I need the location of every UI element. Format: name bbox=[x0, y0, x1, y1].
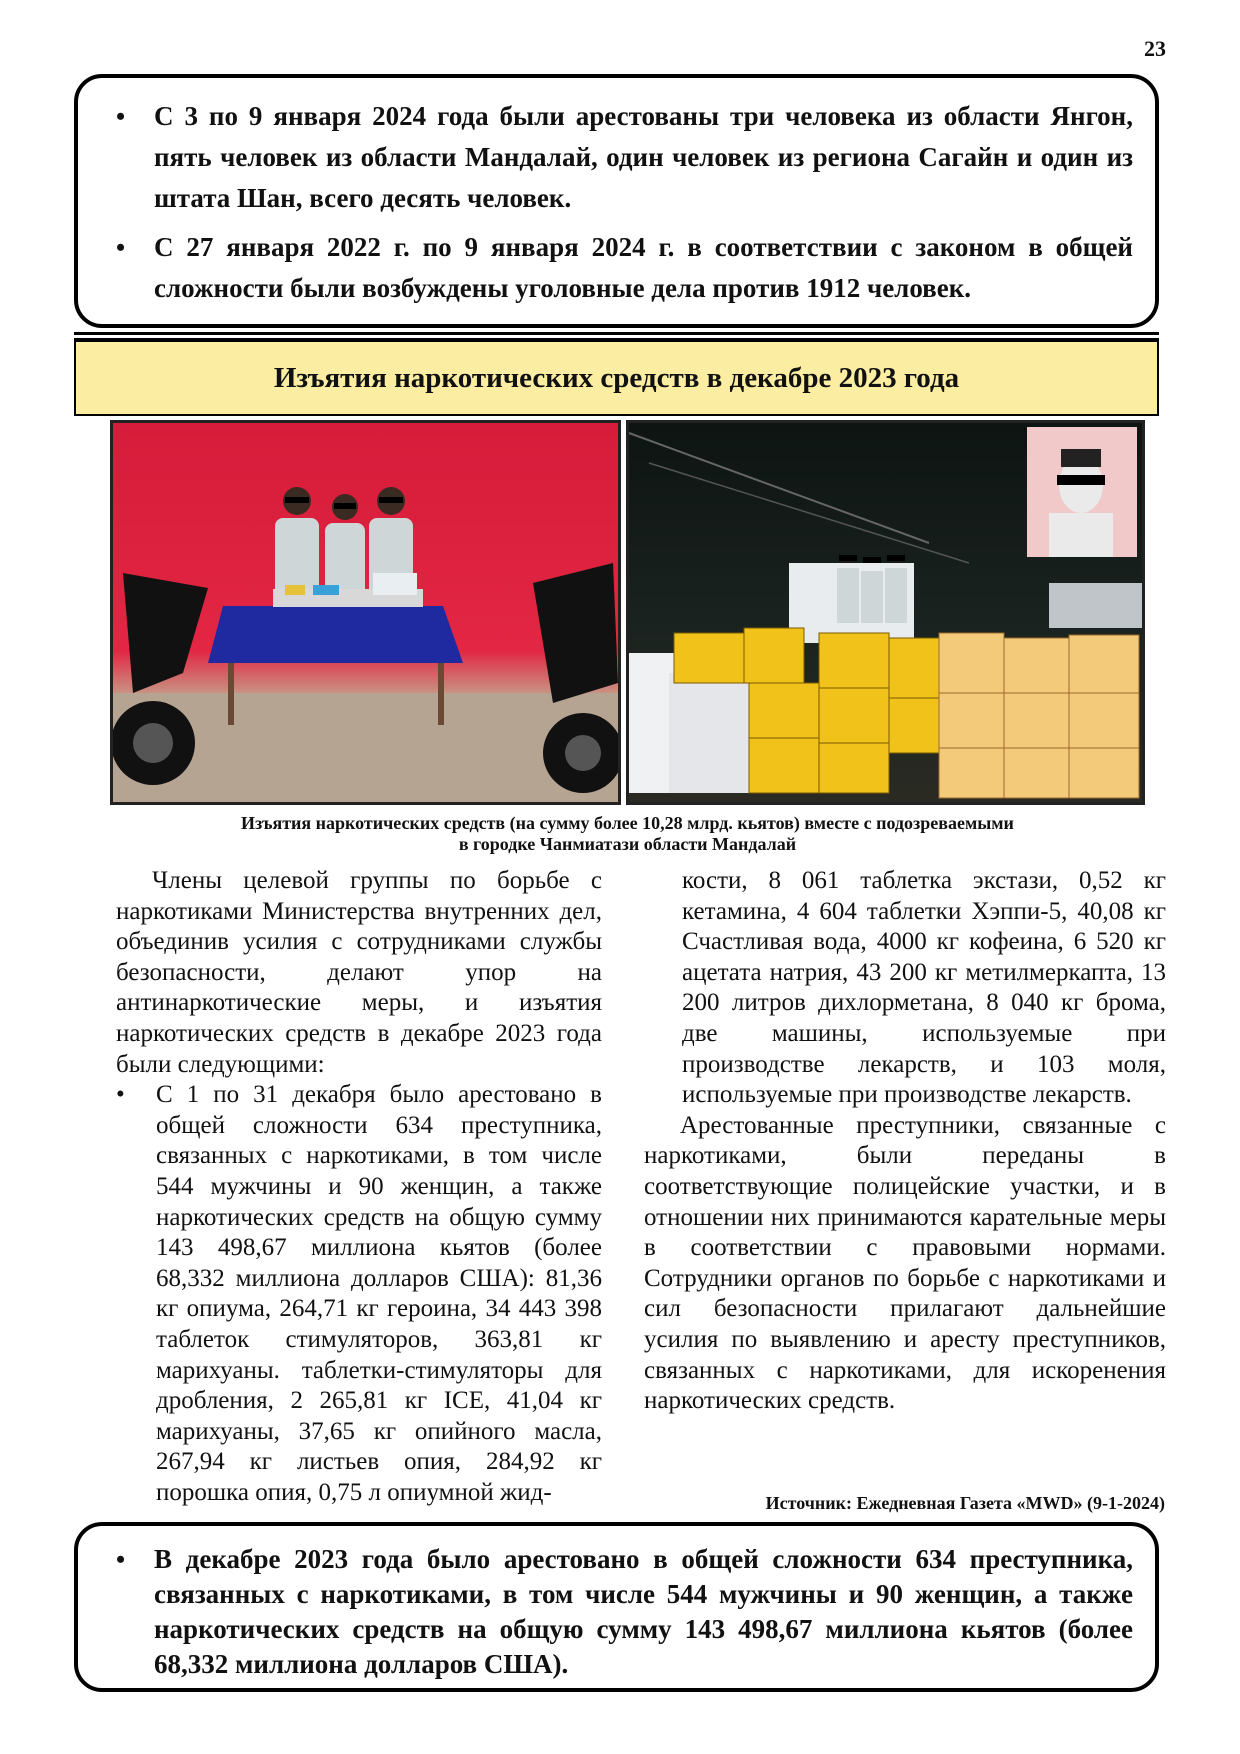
article-list-item: • С 1 по 31 декабря было арестовано в общей сложности 634 преступника, связанных с наркотиками, в том числе 544 мужчины и 90 женщин, а также наркотических средств на общую сумму 143 498,67 миллиона кьятов (более 68,332 миллиона долларов США): 81,36 кг опиума, 264,71 кг героина, 34 443 398 таблеток стимуляторов, 363,81 кг марихуаны. таблетки-стимуляторы для дробления, 2 265,81 кг ICE, 41,04 кг марихуаны, 37,65 кг опийного масла, 267,94 кг листьев опия, 284,92 кг порошка опия, 0,75 л опиумной жид- bbox=[116, 1080, 602, 1508]
article-list bbox=[116, 1080, 602, 1508]
article-column-left bbox=[116, 866, 602, 1508]
photo-seized-goods-night bbox=[626, 420, 1145, 805]
photo-illustration bbox=[113, 423, 618, 802]
photo-caption-line: Изъятия наркотических средств (на сумму более 10,28 млрд. кьятов) вместе с подозреваемыми bbox=[241, 813, 1014, 833]
photo-caption-line: в городке Чанмиатази области Мандалай bbox=[458, 834, 797, 854]
photo-caption bbox=[110, 813, 1145, 855]
article-list-item-continued: кости, 8 061 таблетка экстази, 0,52 кг кетамина, 4 604 таблетки Хэппи-5, 40,08 кг Счастливая вода, 4000 кг кофеина, 6 520 кг ацетата натрия, 43 200 кг метилмеркапта, 13 200 литров дихлорметана, 8 040 кг брома, две машины, используемые при производстве лекарств, и 103 моля, используемые при производстве лекарств. bbox=[682, 867, 1166, 1109]
divider-line bbox=[74, 332, 1159, 335]
bottom-summary-box bbox=[74, 1522, 1159, 1692]
article-column-right bbox=[644, 866, 1166, 1417]
top-summary-box bbox=[74, 74, 1159, 328]
bottom-summary-list bbox=[98, 1542, 1133, 1682]
top-summary-list bbox=[98, 96, 1133, 309]
article-closing: Арестованные преступники, связанные с наркотиками, были переданы в соответствующие полицейские участки, и в отношении них принимаются карательные меры в соответствии с правовыми нормами. Сотрудники органов по борьбе с наркотиками и сил безопасности прилагают дальнейшие усилия по выявлению и аресту преступников, связанных с наркотиками, для искоренения наркотических средств. bbox=[644, 1111, 1166, 1415]
top-summary-item: • С 3 по 9 января 2024 года были арестованы три человека из области Янгон, пять человек из области Мандалай, один человек из региона Сагайн и один из штата Шан, всего десять человек. bbox=[98, 96, 1133, 219]
photo-suspects-with-motorcycles bbox=[110, 420, 621, 805]
bottom-summary-item: • В декабре 2023 года было арестовано в общей сложности 634 преступника, связанных с наркотиками, в том числе 544 мужчины и 90 женщин, а также наркотических средств на общую сумму 143 498,67 миллиона кьятов (более 68,332 миллиона долларов США). bbox=[98, 1542, 1133, 1682]
top-summary-item: • С 27 января 2022 г. по 9 января 2024 г. в соответствии с законом в общей сложности были возбуждены уголовные дела против 1912 человек. bbox=[98, 227, 1133, 309]
section-title: Изъятия наркотических средств в декабре 2023 года bbox=[74, 340, 1159, 416]
photo-illustration bbox=[629, 423, 1142, 802]
article-intro: Члены целевой группы по борьбе с наркотиками Министерства внутренних дел, объединив усилия с сотрудниками службы безопасности, делают упор на антинаркотические меры, и изъятия наркотических средств в декабре 2023 года были следующими: bbox=[116, 867, 602, 1078]
page-number: 23 bbox=[1144, 36, 1166, 61]
source-citation: Источник: Ежедневная Газета «MWD» (9-1-2024) bbox=[765, 1493, 1165, 1513]
